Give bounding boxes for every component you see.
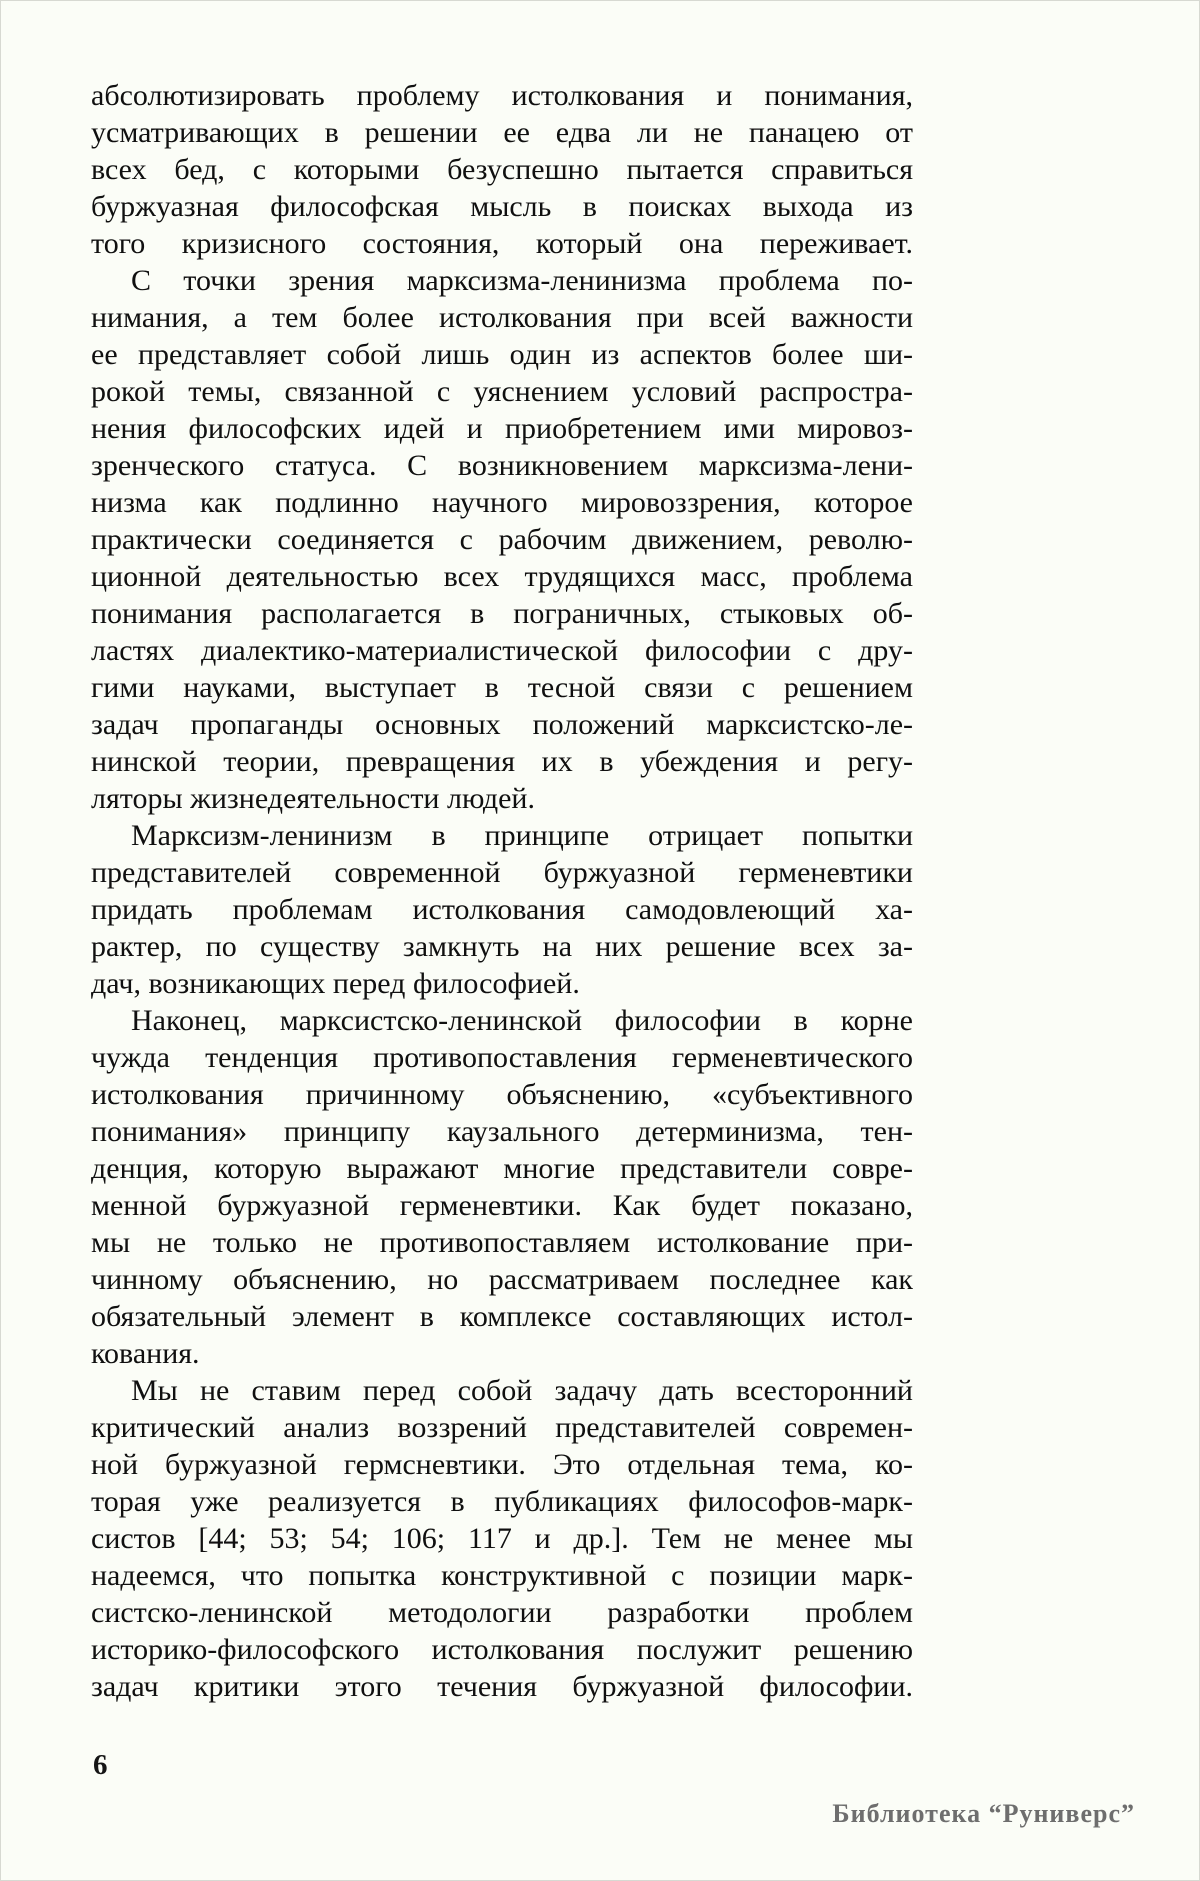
- text-line: нинской теории, превращения их в убеждения и регу-: [91, 745, 913, 778]
- text-line: ее представляет собой лишь один из аспектов более ши-: [91, 338, 913, 371]
- text-line: Мы не ставим перед собой задачу дать всесторонний: [131, 1374, 913, 1407]
- text-line: рактер, по существу замкнуть на них решение всех за-: [91, 930, 913, 963]
- text-line: систов [44; 53; 54; 106; 117 и др.]. Тем не менее мы: [91, 1522, 913, 1555]
- text-line: ластях диалектико-материалистической философии с дру-: [91, 634, 913, 667]
- text-line: обязательный элемент в комплексе составляющих истол-: [91, 1300, 913, 1333]
- text-line: нения философских идей и приобретением ими мировоз-: [91, 412, 913, 445]
- text-line: С точки зрения марксизма-ленинизма проблема по-: [131, 264, 913, 297]
- text-line: истолкования причинному объяснению, «субъективного: [91, 1078, 913, 1111]
- text-line: практически соединяется с рабочим движением, револю-: [91, 523, 913, 556]
- text-line: историко-философского истолкования послужит решению: [91, 1633, 913, 1666]
- text-line: рокой темы, связанной с уяснением условий распростра-: [91, 375, 913, 408]
- text-line: низма как подлинно научного мировоззрения, которое: [91, 486, 913, 519]
- text-line: ционной деятельностью всех трудящихся масс, проблема: [91, 560, 913, 593]
- text-line: представителей современной буржуазной герменевтики: [91, 856, 913, 889]
- text-line: менной буржуазной герменевтики. Как будет показано,: [91, 1189, 913, 1222]
- text-line: чинному объяснению, но рассматриваем последнее как: [91, 1263, 913, 1296]
- body-text: [91, 77, 913, 1705]
- text-line: кования.: [91, 1337, 200, 1370]
- text-line: гими науками, выступает в тесной связи с решением: [91, 671, 913, 704]
- text-line: задач критики этого течения буржуазной философии.: [91, 1670, 913, 1703]
- text-line: надеемся, что попытка конструктивной с позиции марк-: [91, 1559, 913, 1592]
- text-line: систско-ленинской методологии разработки проблем: [91, 1596, 913, 1629]
- text-line: мы не только не противопоставляем истолкование при-: [91, 1226, 913, 1259]
- text-line: дач, возникающих перед философией.: [91, 967, 580, 1000]
- text-line: того кризисного состояния, который она переживает.: [91, 227, 913, 260]
- text-line: усматривающих в решении ее едва ли не панацею от: [91, 116, 913, 149]
- text-line: Наконец, марксистско-ленинской философии в корне: [131, 1004, 913, 1037]
- text-line: зренческого статуса. С возникновением марксизма-лени-: [91, 449, 913, 482]
- text-line: придать проблемам истолкования самодовлеющий ха-: [91, 893, 913, 926]
- text-line: денция, которую выражают многие представители совре-: [91, 1152, 913, 1185]
- text-line: абсолютизировать проблему истолкования и понимания,: [91, 79, 913, 112]
- text-line: критический анализ воззрений представителей современ-: [91, 1411, 913, 1444]
- text-line: понимания располагается в пограничных, стыковых об-: [91, 597, 913, 630]
- watermark-runivers: Библиотека “Руниверс”: [832, 1799, 1135, 1828]
- text-line: всех бед, с которыми безуспешно пытается справиться: [91, 153, 913, 186]
- text-line: чужда тенденция противопоставления герменевтического: [91, 1041, 913, 1074]
- text-line: торая уже реализуется в публикациях философов-марк-: [91, 1485, 913, 1518]
- text-line: Марксизм-ленинизм в принципе отрицает попытки: [131, 819, 913, 852]
- text-line: буржуазная философская мысль в поисках выхода из: [91, 190, 913, 223]
- page-number: 6: [93, 1749, 108, 1781]
- text-line: нимания, а тем более истолкования при всей важности: [91, 301, 913, 334]
- text-line: ной буржуазной гермсневтики. Это отдельная тема, ко-: [91, 1448, 913, 1481]
- text-line: ляторы жизнедеятельности людей.: [91, 782, 535, 815]
- text-line: понимания» принципу каузального детерминизма, тен-: [91, 1115, 913, 1148]
- text-line: задач пропаганды основных положений марксистско-ле-: [91, 708, 913, 741]
